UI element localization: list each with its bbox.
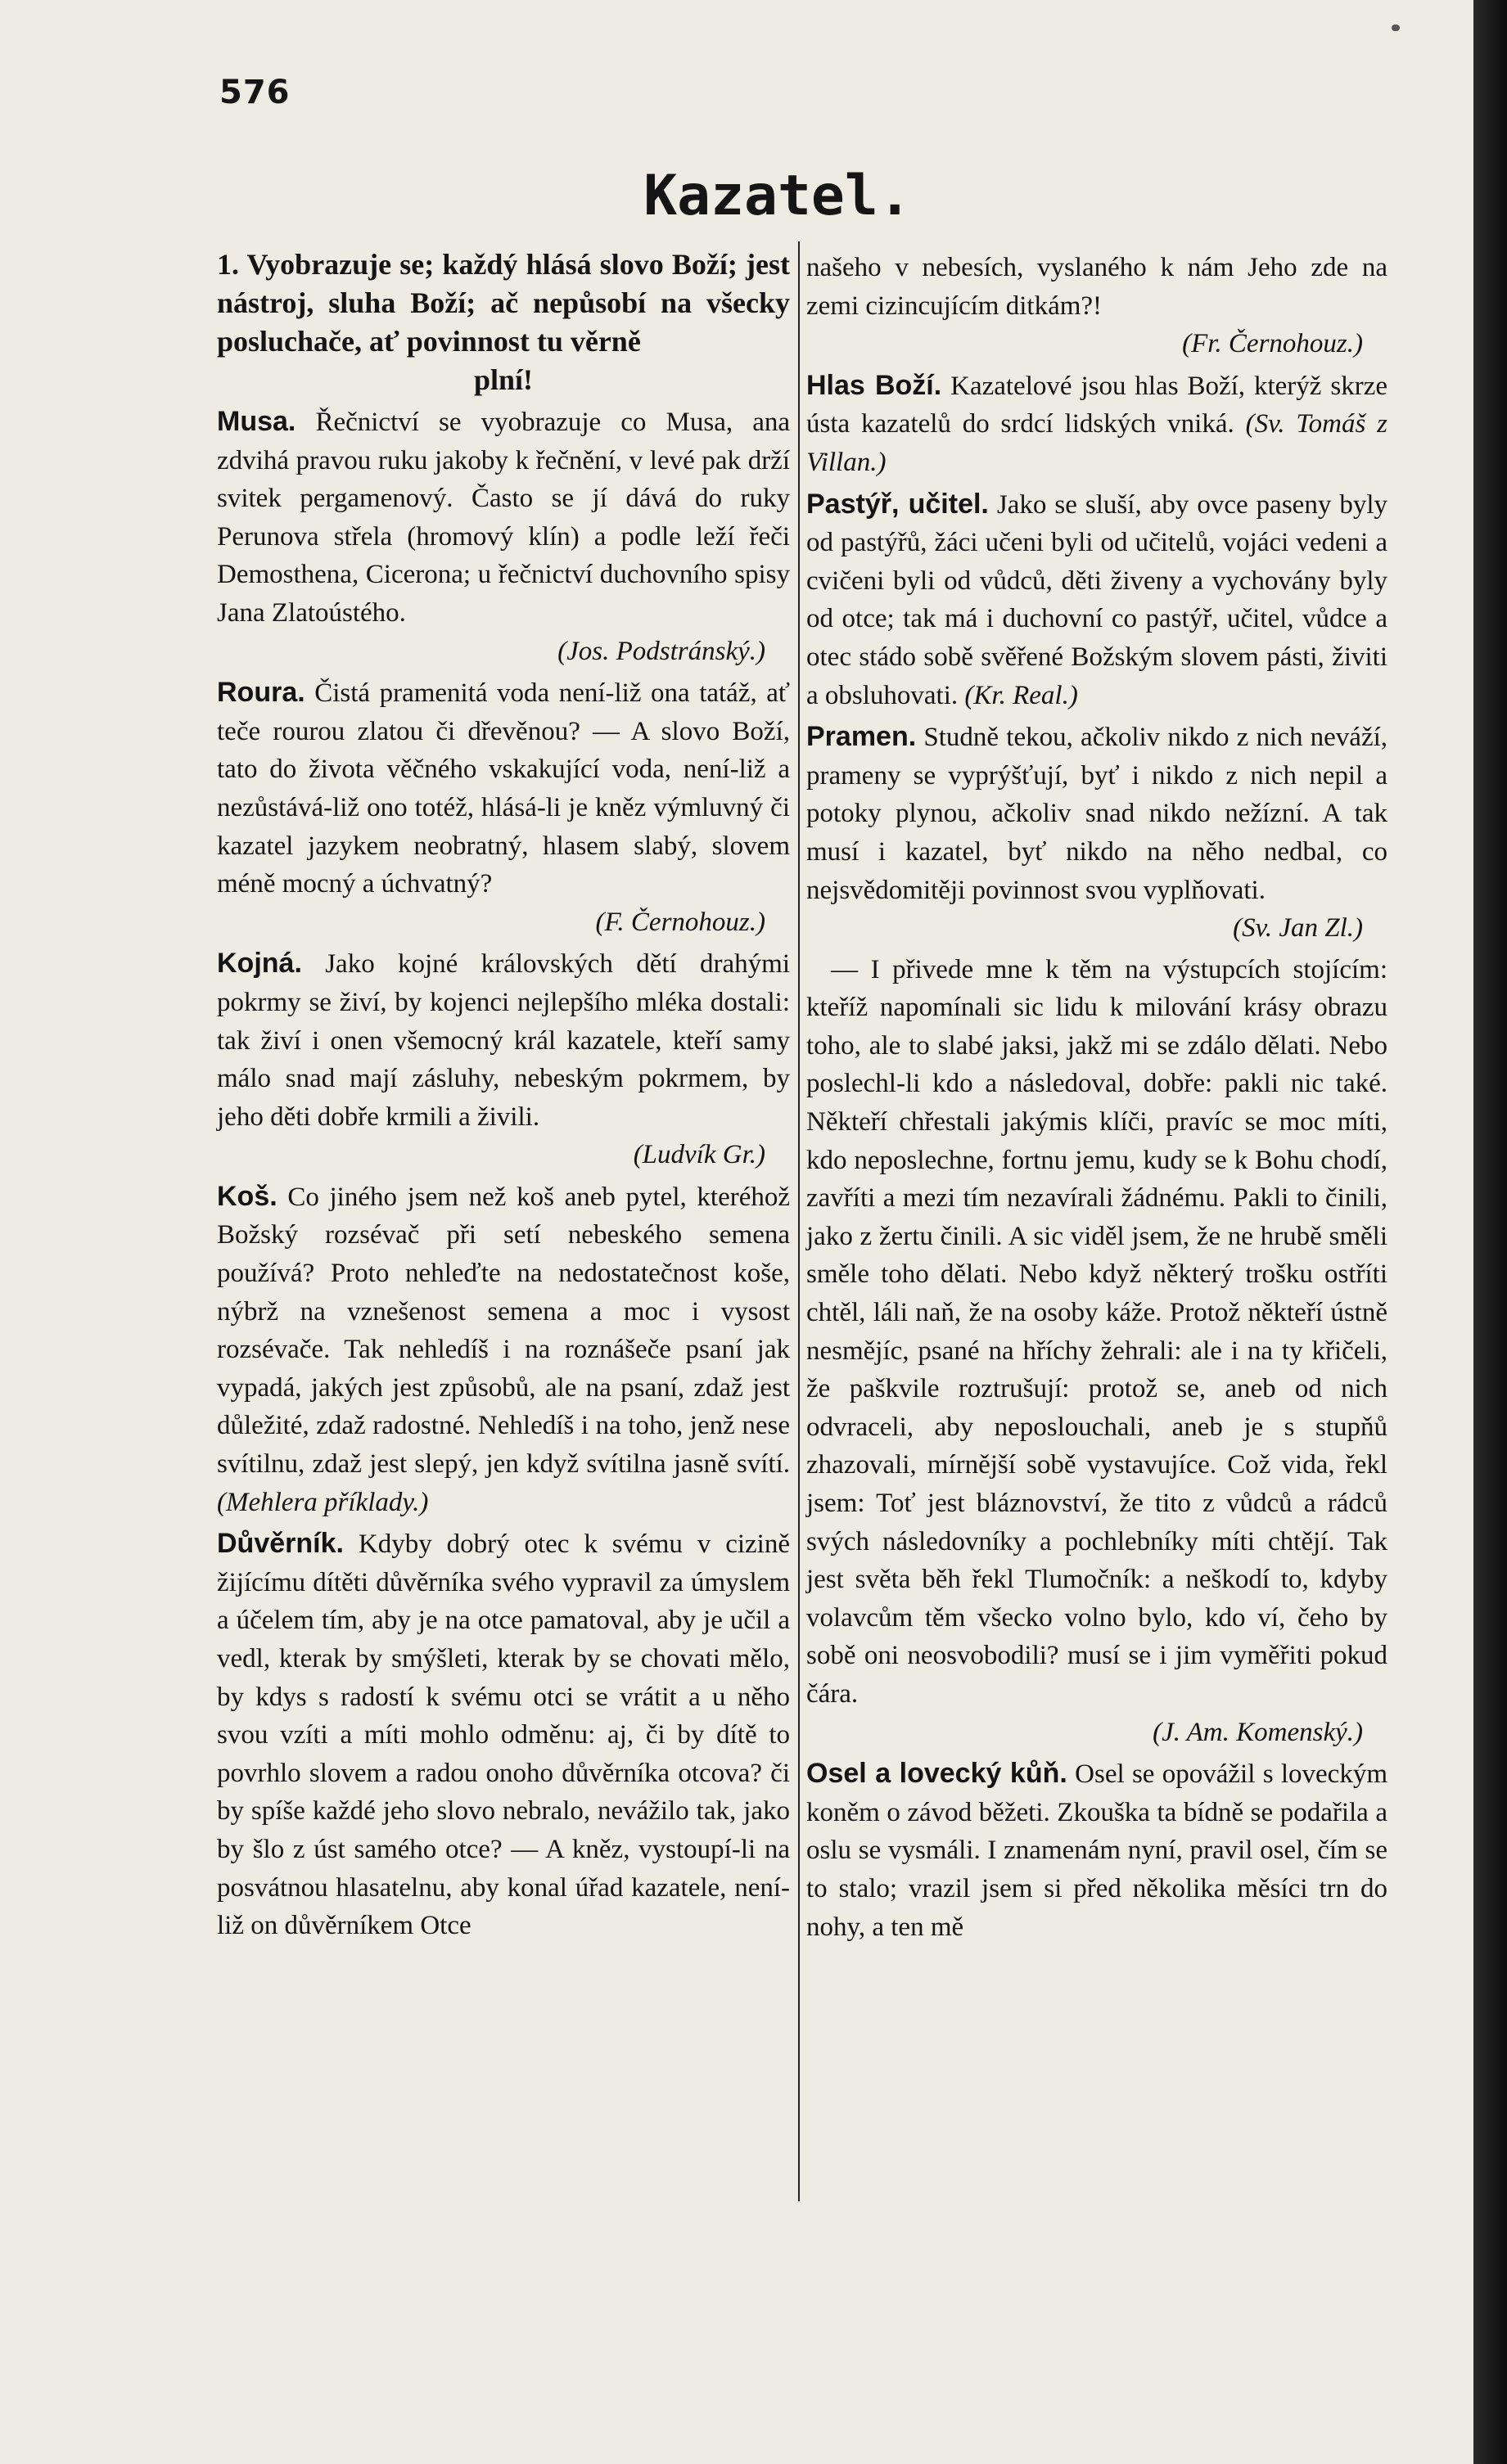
page-number: 576 [219, 74, 291, 111]
entry-heading: Hlas Boží. [806, 369, 942, 401]
entry-text: Osel se opovážil s loveckým koněm o závod běžeti. Zkouška ta bídně se podařila a oslu se vysmáli. I znamenám nyní, pravil osel, čím se to stalo; vrazil jsem si před několika měsíci trn do nohy, a ten mě [806, 1759, 1387, 1942]
entry [806, 485, 1387, 715]
entry-source: (Mehlera příklady.) [217, 1487, 429, 1517]
entry [217, 944, 790, 1174]
entry-heading: Osel a lovecký kůň. [806, 1758, 1067, 1790]
entry [217, 1178, 790, 1521]
entry-heading: Kojná. [217, 948, 302, 980]
left-entries [217, 403, 790, 1945]
entry-source: (J. Am. Komenský.) [1153, 1717, 1363, 1747]
entry-heading: Roura. [217, 677, 305, 709]
entry [806, 249, 1387, 363]
scan-edge [1473, 0, 1507, 2464]
entry-text: Co jiného jsem než koš aneb pytel, kteréhož Božský rozsévač při setí nebeského semena používá? Proto nehleďte na nedostatečnost koše, nýbrž na vznešenost semena a moc i vysost rozsévače. Tak nehledíš i na roznášeče psaní jak vypadá, jakých jest způsobů, ale na psaní, zdaž jest důležité, zdaž radostné. Nehledíš i na toho, jenž nese svítilnu, zdaž jest slepý, jen když svítilna jasně svítí. [217, 1182, 790, 1480]
page-title: Kazatel. [643, 164, 912, 228]
entry [217, 403, 790, 670]
entry-text: Jako se sluší, aby ovce paseny byly od pastýřů, žáci učeni byli od učitelů, vojáci vedeni a cvičeni byli od vůdců, děti živeny a vychovány byly od otce; tak má i duchovní co pastýř, učitel, vůdce a otec stádo sobě svěřené Božským slovem pásti, živiti a obsluhovati. [806, 489, 1388, 710]
entry [806, 367, 1387, 482]
entry [806, 718, 1387, 948]
intro-paragraph [217, 245, 790, 399]
entry [217, 673, 790, 941]
entry-source: (Sv. Jan Zl.) [1233, 913, 1363, 944]
entry-heading: Musa. [217, 406, 296, 437]
entry-heading: Pramen. [806, 721, 917, 753]
entry [806, 1755, 1387, 1946]
entry-text: Kazatelové jsou hlas Boží, kterýž skrze ústa kazatelů do srdcí lidských vniká. [806, 371, 1387, 439]
right-column [806, 245, 1387, 1946]
paper-speck [1392, 25, 1400, 31]
entry-heading: Koš. [217, 1180, 277, 1212]
entry-text: Řečnictví se vyobrazuje co Musa, ana zdvihá pravou ruku jakoby k řečnění, v levé pak drží svitek pergamenový. Často se jí dává do ruky Perunova střela (hromový klín) a podle leží řeči Demosthena, Cicerona; u řečnictví duchovního spisy Jana Zlatoústého. [217, 408, 790, 628]
entry-source: (F. Černohouz.) [595, 907, 765, 937]
entry [806, 951, 1387, 1751]
entry-heading: Pastýř, učitel. [806, 488, 989, 520]
entry-source: (Fr. Černohouz.) [1182, 329, 1363, 359]
entry-text: Čistá pramenitá voda není-liž ona tatáž, ať teče rourou zlatou či dřevěnou? — A slovo Boží, tato do života věčného vskakující voda, není-liž a nezůstává-liž ono totéž, hlásá-li je kněz výmluvný či kazatel jazykem neobratný, hlasem slabý, slovem méně mocný a úchvatný? [217, 678, 790, 899]
entry-text: Kdyby dobrý otec k svému v cizině žijícímu dítěti důvěrníka svého vypravil za úmyslem a účelem tím, aby je na otce pamatoval, aby je učil a vedl, kterak by smýšleti, kterak by se chovati mělo, by kdys s radostí k svému otci se vrátit a u něho svou vzíti a míti mohlo odměnu: aj, či by dítě to povrhlo slovem a radou onoho důvěrníka otcova? či by spíše každé jeho slovo nebralo, nevážilo tak, jako by šlo z úst samého otce? — A kněz, vystoupí-li na posvátnou hlasatelnu, aby konal úřad kazatele, není-liž on důvěrníkem Otce [217, 1529, 791, 1941]
entry [217, 1525, 790, 1945]
intro-text: 1. Vyobrazuje se; každý hlásá slovo Boží; jest nástroj, sluha Boží; ač nepůsobí na všecky posluchače, ať povinnost tu věrně [217, 248, 790, 358]
entry-text: Jako kojné královských dětí drahými pokrmy se živí, by kojenci nejlepšího mléka dostali: tak živí i onen všemocný král kazatele, kteří samy málo snad mají zásluhy, nebeským pokrmem, by jeho děti dobře krmili a živili. [217, 949, 790, 1132]
entry-source: (Kr. Real.) [964, 680, 1078, 710]
entry-text: — I přivede mne k těm na výstupcích stojícím: kteříž napomínali sic lidu k milování krásy obrazu toho, ale to slabé jaksi, jakž mi se zdálo dělati. Nebo poslechl-li kdo a následoval, dobře: pakli nic také. Někteří chřestali jakýmis klíči, pravíc se moc míti, kdo neposlechne, fortnu jemu, kudy se k Bohu chodí, zavříti a mezi tím nezavírali žádnému. Pakli to činili, jako z žertu činili. A sic viděl jsem, že ne hrubě směli směle toho dělati. Nebo když některý trošku ostříti chtěl, láli naň, že na osoby káže. Protož někteří ústně nesmějíc, psané na hříchy žehrali: ale i na ty křičeli, že paškvile roztrušují: protož se, aneb od nich odvraceli, aby neposlouchali, aneb je s stupňů zhazovali, mírnější sobě vystavujíce. Což vida, řekl jsem: Toť jest bláznovství, že tito z vůdců a rádců svých následovníky a pochlebníky míti chtějí. Tak jest světa běh řekl Tlumočník: a neškodí to, kdyby volavcům těm všecko volno bylo, kdo ví, čeho by sobě oni neosvobodili? musí se i jim vyměřiti pokud čára. [806, 954, 1387, 1709]
entry-heading: Důvěrník. [217, 1528, 344, 1560]
entry-source: (Ludvík Gr.) [633, 1140, 765, 1170]
entry-text: Studně tekou, ačkoliv nikdo z nich neváží, prameny se vyprýšťují, byť i nikdo z nich nepil a potoky plynou, ačkoliv snad nikdo nežízní. A tak musí i kazatel, byť nikdo na něho nedbal, co nejsvědomitěji povinnost svou vyplňovati. [806, 723, 1388, 905]
left-column [217, 245, 790, 1945]
entry-text: našeho v nebesích, vyslaného k nám Jeho zde na zemi cizincujícím ditkám?! [806, 253, 1387, 321]
entry-source: (Sv. Tomáš z Villan.) [806, 409, 1388, 477]
right-entries [806, 249, 1387, 1946]
intro-ending: plní! [473, 363, 534, 396]
column-divider [798, 241, 800, 2201]
entry-source: (Jos. Podstránský.) [557, 636, 765, 666]
